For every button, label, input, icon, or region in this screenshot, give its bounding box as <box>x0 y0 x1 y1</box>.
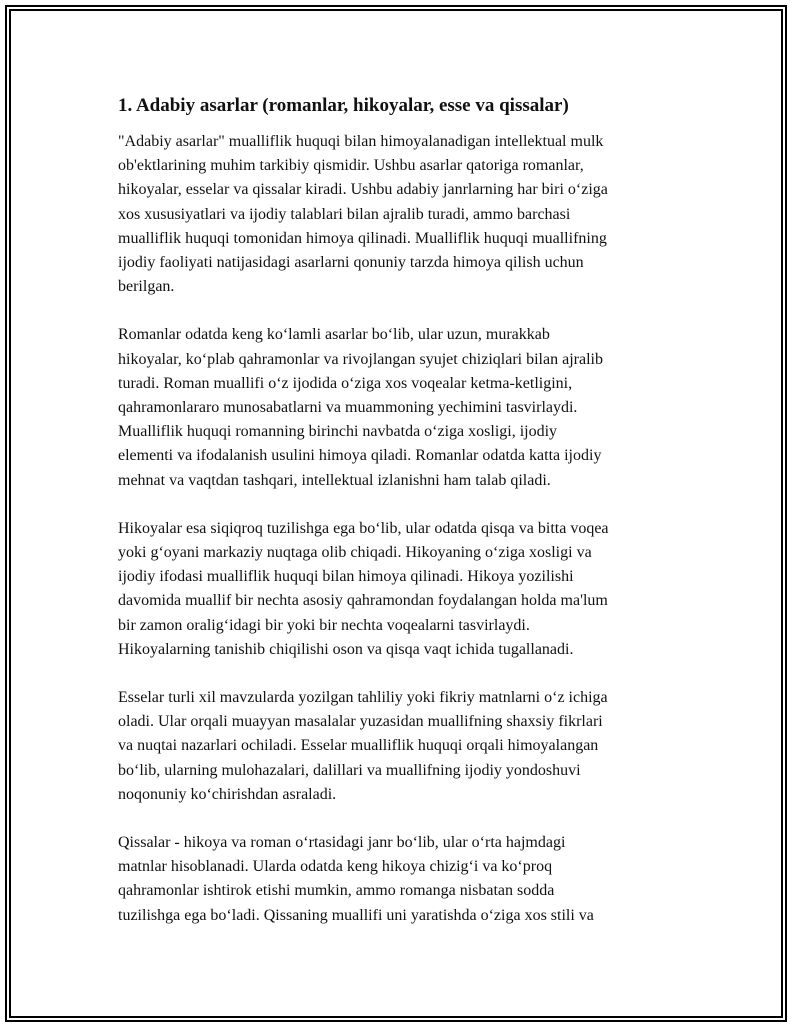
document-body <box>118 92 688 952</box>
text-line: matnlar hisoblanadi. Ularda odatda keng hikoya chizig‘i va ko‘proq <box>118 858 553 876</box>
text-line: oladi. Ular orqali muayyan masalalar yuzasidan muallifning shaxsiy fikrlari <box>118 713 603 731</box>
text-line: tuzilishga ega bo‘ladi. Qissaning muallifi uni yaratishda o‘ziga xos stili va <box>118 906 594 924</box>
text-line: xos xususiyatlari va ijodiy talablari bilan ajralib turadi, ammo barchasi <box>118 205 571 223</box>
text-line: qahramonlararo munosabatlarni va muammoning yechimini tasvirlaydi. <box>118 399 578 417</box>
text-line: hikoyalar, esselar va qissalar kiradi. Ushbu adabiy janrlarning har biri o‘ziga <box>118 181 608 199</box>
text-line: Mualliflik huquqi romanning birinchi navbatda o‘ziga xosligi, ijodiy <box>118 423 558 441</box>
text-line: Hikoyalarning tanishib chiqilishi oson va qisqa vaqt ichida tugallanadi. <box>118 640 574 658</box>
text-line: davomida muallif bir nechta asosiy qahramondan foydalangan holda ma'lum <box>118 592 608 610</box>
text-line: yoki g‘oyani markaziy nuqtaga olib chiqadi. Hikoyaning o‘ziga xosligi va <box>118 544 592 562</box>
paragraph-romanlar <box>118 323 688 492</box>
text-line: berilgan. <box>118 278 175 296</box>
text-line: ijodiy faoliyati natijasidagi asarlarni qonuniy tarzda himoya qilish uchun <box>118 254 584 272</box>
text-line: "Adabiy asarlar" mualliflik huquqi bilan himoyalanadigan intellektual mulk <box>118 133 604 150</box>
text-line: va nuqtai nazarlari ochiladi. Esselar mualliflik huquqi orqali himoyalangan <box>118 737 599 755</box>
text-line: noqonuniy ko‘chirishdan asraladi. <box>118 785 337 803</box>
text-line: mehnat va vaqtdan tashqari, intellektual izlanishni ham talab qiladi. <box>118 471 551 489</box>
text-line: Qissalar - hikoya va roman o‘rtasidagi janr bo‘lib, ular o‘rta hajmdagi <box>118 834 566 852</box>
text-line: bir zamon oralig‘idagi bir yoki bir nechta voqealarni tasvirlaydi. <box>118 616 530 634</box>
text-line: ijodiy ifodasi mualliflik huquqi bilan himoya qilinadi. Hikoya yozilishi <box>118 568 574 586</box>
paragraph-esselar <box>118 686 688 807</box>
paragraph-intro <box>118 130 688 299</box>
text-line: qahramonlar ishtirok etishi mumkin, ammo romanga nisbatan sodda <box>118 882 555 900</box>
text-line: hikoyalar, ko‘plab qahramonlar va rivojlangan syujet chiziqlari bilan ajralib <box>118 350 603 368</box>
paragraph-hikoyalar <box>118 517 688 662</box>
section-heading: 1. Adabiy asarlar (romanlar, hikoyalar, esse va qissalar) <box>118 95 569 116</box>
text-line: turadi. Roman muallifi o‘z ijodida o‘ziga xos voqealar ketma-ketligini, <box>118 374 573 392</box>
text-line: mualliflik huquqi tomonidan himoya qilinadi. Mualliflik huquqi muallifning <box>118 229 607 247</box>
text-line: Esselar turli xil mavzularda yozilgan tahliliy yoki fikriy matnlarni o‘z ichiga <box>118 689 608 707</box>
text-line: ob'ektlarining muhim tarkibiy qismidir. Ushbu asarlar qatoriga romanlar, <box>118 157 584 175</box>
text-line: elementi va ifodalanish usulini himoya qiladi. Romanlar odatda katta ijodiy <box>118 447 602 465</box>
text-line: Romanlar odatda keng ko‘lamli asarlar bo‘lib, ular uzun, murakkab <box>118 326 550 344</box>
text-line: Hikoyalar esa siqiqroq tuzilishga ega bo‘lib, ular odatda qisqa va bitta voqea <box>118 519 609 537</box>
paragraph-qissalar <box>118 831 688 928</box>
text-line: bo‘lib, ularning mulohazalari, dalillari va muallifning ijodiy yondoshuvi <box>118 761 581 779</box>
